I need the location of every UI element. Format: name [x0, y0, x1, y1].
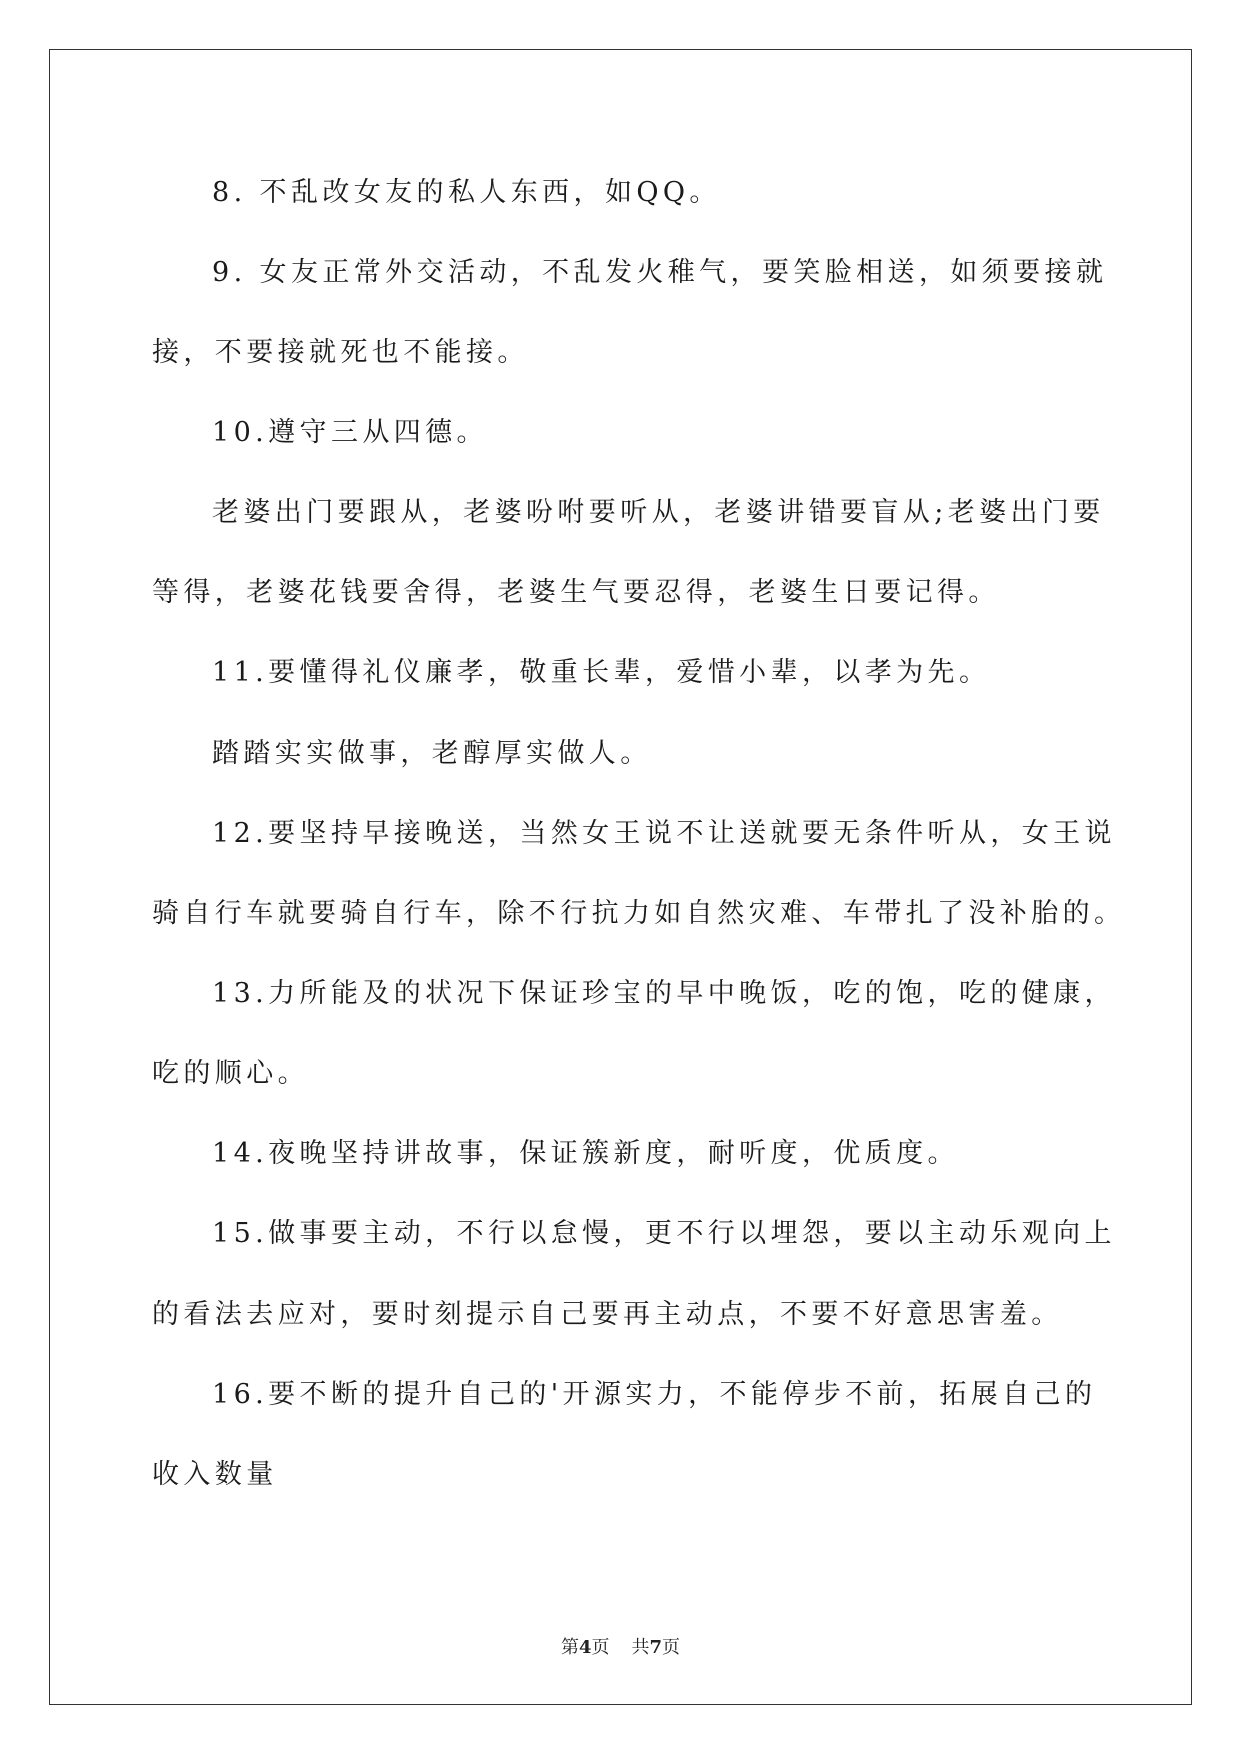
paragraph-line: 9. 女友正常外交活动，不乱发火稚气，要笑脸相送，如须要接就 — [212, 257, 1108, 288]
paragraph-line: 12.要坚持早接晚送，当然女王说不让送就要无条件听从，女王说 — [212, 818, 1116, 849]
paragraph-line: 踏踏实实做事，老醇厚实做人。 — [212, 738, 652, 769]
total-suffix: 页 — [662, 1637, 681, 1658]
paragraph-line: 老婆出门要跟从，老婆吩咐要听从，老婆讲错要盲从;老婆出门要 — [212, 497, 1105, 528]
paragraph-line: 11.要懂得礼仪廉孝，敬重长辈，爱惜小辈，以孝为先。 — [212, 657, 991, 688]
current-page-number: 4 — [578, 1637, 592, 1658]
total-pages-number: 7 — [649, 1637, 663, 1658]
paragraph-line: 骑自行车就要骑自行车，除不行抗力如自然灾难、车带扎了没补胎的。 — [152, 898, 1126, 929]
total-prefix: 共 — [631, 1637, 650, 1658]
paragraph-line: 14.夜晚坚持讲故事，保证簇新度，耐听度，优质度。 — [212, 1138, 959, 1169]
paragraph-line: 10.遵守三从四德。 — [212, 417, 488, 448]
page-suffix: 页 — [591, 1637, 610, 1658]
paragraph-line: 的看法去应对，要时刻提示自己要再主动点，不要不好意思害羞。 — [152, 1299, 1063, 1330]
paragraph-line: 13.力所能及的状况下保证珍宝的早中晚饭，吃的饱，吃的健康， — [212, 978, 1116, 1009]
paragraph-line: 等得，老婆花钱要舍得，老婆生气要忍得，老婆生日要记得。 — [152, 577, 1000, 608]
paragraph-line: 吃的顺心。 — [152, 1058, 309, 1089]
paragraph-line: 收入数量 — [152, 1459, 278, 1490]
page-prefix: 第 — [560, 1637, 579, 1658]
paragraph-line: 16.要不断的提升自己的'开源实力，不能停步不前，拓展自己的 — [212, 1379, 1097, 1410]
page-footer — [0, 1636, 1241, 1660]
paragraph-line: 接，不要接就死也不能接。 — [152, 337, 529, 368]
paragraph-line: 8. 不乱改女友的私人东西，如QQ。 — [212, 177, 721, 208]
paragraph-line: 15.做事要主动，不行以怠慢，更不行以埋怨，要以主动乐观向上 — [212, 1218, 1116, 1249]
